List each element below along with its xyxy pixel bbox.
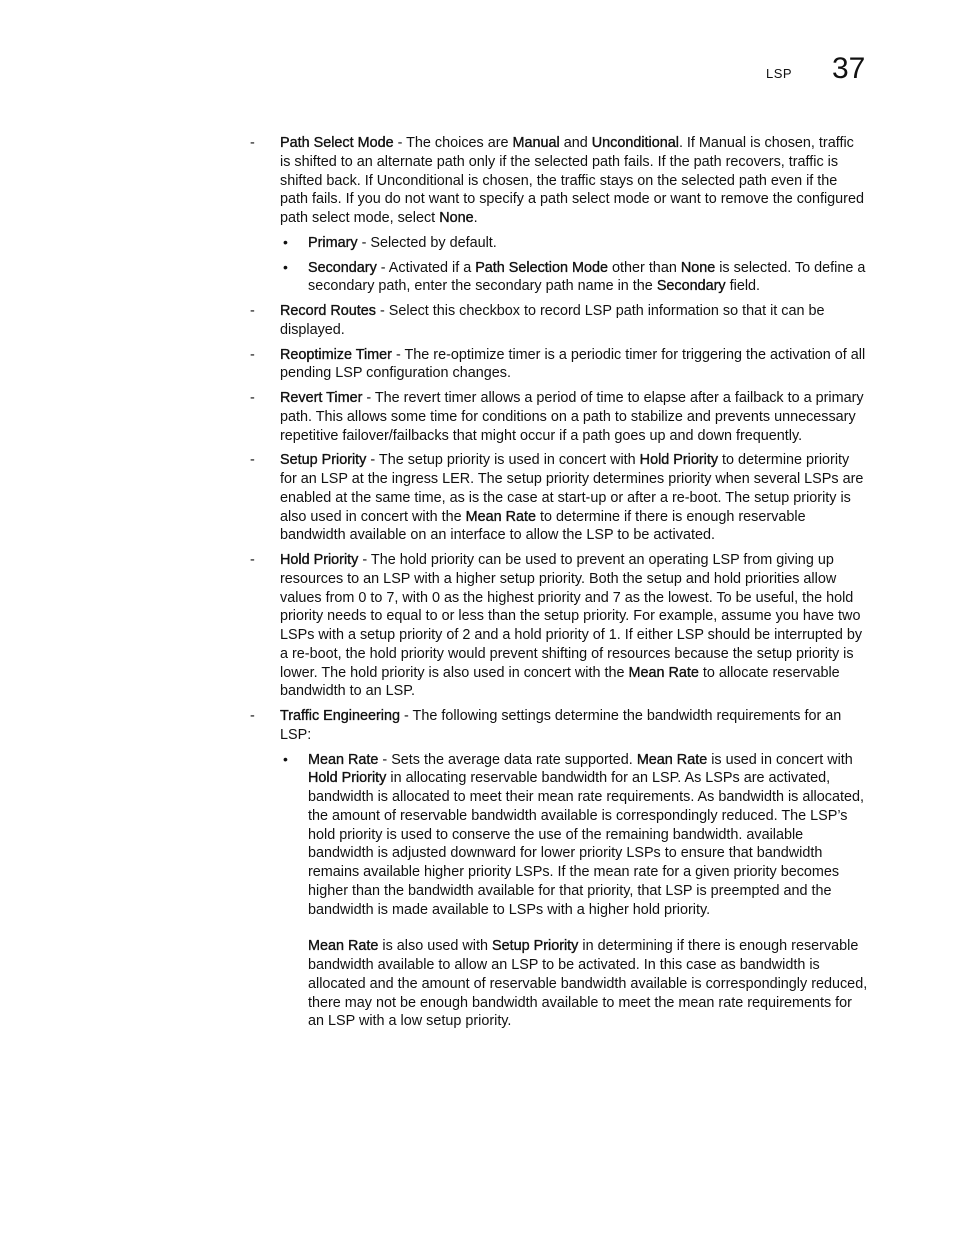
bullet-marker: • [283, 258, 288, 275]
dash-marker: - [250, 135, 255, 151]
keyword: Setup Priority [492, 938, 579, 955]
term: Setup Priority [280, 452, 367, 469]
item-text [280, 302, 868, 340]
dash-marker: - [250, 452, 255, 469]
dash-marker: - [250, 303, 255, 319]
text-run: - Sets the average data rate supported. [378, 751, 637, 768]
list-item-reoptimize-timer [250, 346, 868, 384]
term: Traffic Engineering [280, 708, 400, 724]
list-item-record-routes [250, 302, 868, 340]
sub-item-paragraph-2 [308, 937, 868, 1031]
sub-item-secondary [280, 259, 868, 297]
sub-item-text [308, 751, 868, 920]
keyword: Mean Rate [465, 508, 536, 525]
list-item-hold-priority [250, 551, 868, 701]
term: Revert Timer [280, 390, 363, 406]
keyword: Path Selection Mode [475, 259, 609, 276]
text-run: - Select this checkbox to record LSP path information so that it can be displayed. [280, 303, 825, 338]
item-text [280, 707, 868, 745]
text-run: - The following settings determine the bandwidth requirements for an LSP: [280, 708, 842, 743]
dash-marker: - [250, 552, 255, 568]
keyword: Mean Rate [628, 664, 699, 681]
text-run: - Activated if a [376, 259, 476, 276]
sub-item-text [308, 234, 868, 253]
list-item-revert-timer [250, 389, 868, 445]
term: Path Select Mode [280, 135, 394, 151]
text-run: to determine priority for an LSP at the ingress LER. The setup priority determines priority when several LSPs are enabled at the same time, as is the case at start-up or after a re-boot. The setup priority is also used in concert with the [280, 452, 864, 525]
keyword: None [439, 210, 474, 226]
text-run: other than [608, 259, 681, 276]
text-run: is used in concert with [707, 751, 853, 768]
keyword: None [680, 259, 716, 276]
text-run: - The choices are [393, 135, 513, 151]
text-run: - Selected by default. [357, 234, 497, 251]
item-text [280, 389, 868, 445]
list-item-traffic-engineering [250, 707, 868, 1031]
keyword: Mean Rate [308, 938, 379, 955]
bullet-marker: • [283, 750, 288, 767]
list-item-path-select-mode [250, 134, 868, 296]
keyword: Hold Priority [639, 452, 719, 469]
term: Hold Priority [280, 552, 359, 568]
term: Reoptimize Timer [280, 346, 392, 363]
keyword: Mean Rate [636, 751, 708, 768]
sub-item-mean-rate [280, 751, 868, 1032]
keyword: Hold Priority [308, 770, 387, 787]
text-run: - The revert timer allows a period of time to elapse after a failback to a primary path. This allows some time for conditions on a path to stabilize and prevents unnecessary repetitive failover/failbacks that might occur if a path goes up and down frequently. [280, 390, 864, 444]
keyword: Secondary [656, 278, 726, 295]
text-run: to allocate reservable bandwidth to an LSP. [280, 664, 840, 700]
dash-marker: - [250, 390, 255, 406]
page-header-section: LSP [766, 66, 793, 81]
item-text [280, 346, 868, 384]
main-content [250, 134, 868, 1037]
text-run: - The hold priority can be used to prevent an operating LSP from giving up resources to an LSP with a higher setup priority. Both the setup and hold priorities allow values from 0 to 7, with 0 as the highest priority and 7 as the lowest. To be useful, the hold priority needs to equal to or less than the setup priority. For example, assume you have two LSPs with a setup priority of 2 and a hold priority of 1. If either LSP should be interrupted by a re-boot, the hold priority would prevent shifting of resources because the setup priority is lower. The hold priority is also used in concert with the [280, 552, 863, 681]
keyword: Manual [512, 135, 560, 151]
text-run: . [473, 210, 478, 226]
text-run: - The setup priority is used in concert with [366, 452, 640, 469]
list-item-setup-priority [250, 451, 868, 545]
text-run: and [559, 135, 592, 151]
page-header-chapter-number: 37 [832, 52, 866, 85]
text-run: is also used with [378, 938, 492, 955]
item-text [280, 451, 868, 545]
term: Record Routes [280, 303, 376, 319]
term: Mean Rate [308, 751, 379, 768]
sub-item-primary [280, 234, 868, 253]
text-run: . If Manual is chosen, traffic is shifted to an alternate path only if the selected path fails. If the path recovers, traffic is shifted back. If Unconditional is chosen, the traffic stays on the selected path even if the path fails. If you do not want to specify a path select mode or want to remove the configured path select mode, select [280, 135, 864, 226]
text-run: in allocating reservable bandwidth for an LSP. As LSPs are activated, bandwidth is allocated to meet their mean rate requirements. As bandwidth is allocated, the amount of reservable bandwidth available is correspondingly reduced. The LSP’s hold priority is used to conserve the use of the remaining bandwidth. available bandwidth is adjusted downward for lower priority LSPs to ensure that bandwidth remains available higher priority LSPs. If the mean rate for a given priority becomes higher than the bandwidth available for that priority, that LSP is preempted and the bandwidth is made available to LSPs with a higher hold priority. [308, 770, 864, 918]
item-text [280, 134, 868, 228]
term: Primary [308, 234, 358, 251]
term: Secondary [308, 259, 377, 276]
item-text [280, 551, 868, 701]
text-run: - The re-optimize timer is a periodic timer for triggering the activation of all pending LSP configuration changes. [280, 346, 866, 382]
keyword: Unconditional [591, 135, 679, 151]
text-run: in determining if there is enough reservable bandwidth available to allow an LSP to be activated. In this case as bandwidth is allocated and the amount of reservable bandwidth available is correspondingly reduced, there may not be enough bandwidth available to meet the mean rate requirements for an LSP with a low setup priority. [308, 938, 868, 1030]
sub-item-text [308, 259, 868, 297]
dash-marker: - [250, 346, 255, 363]
text-run: field. [725, 278, 761, 295]
text-run: is selected. To define a secondary path, enter the secondary path name in the [308, 259, 866, 295]
dash-marker: - [250, 708, 255, 724]
text-run: to determine if there is enough reservable bandwidth available on an interface to allow the LSP to be activated. [280, 508, 806, 544]
bullet-marker: • [283, 233, 288, 250]
